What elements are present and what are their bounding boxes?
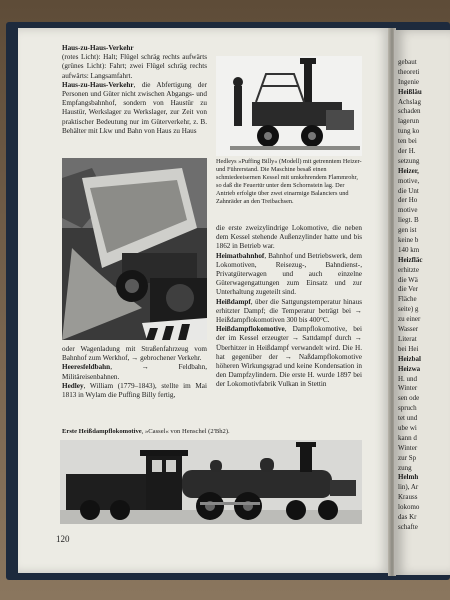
entry-body: , Bahnhof und Betriebswerk, dem Lokomotiven, Reisezug-, Bahndienst-, Privatgüterwagen und auch einzelne Güterwagengattungen zum Einsatz und zur Unterhaltung zugeteilt sind. [216, 251, 362, 297]
right-page-line: lagerun [398, 117, 419, 126]
right-page-line: Literat [398, 334, 417, 343]
right-page-line: gebaut [398, 58, 417, 66]
right-page-line: Achslag [398, 97, 421, 106]
cassel-caption-text: , »Cassel« von Henschel (2'Bh2). [141, 428, 230, 435]
right-page-line: motive [398, 206, 418, 215]
right-page-line: der H. [398, 147, 416, 156]
right-page-line: 140 km [398, 245, 420, 254]
right-page-line: das Kr [398, 512, 417, 521]
entry-headword: Haus-zu-Haus-Verkehr [62, 80, 134, 89]
right-page-line: sen ode [398, 394, 420, 403]
right-page-line: die Wä [398, 275, 418, 284]
cassel-caption-head: Erste Heißdampflokomotive [62, 428, 142, 435]
right-page-line: kann d [398, 433, 417, 442]
right-page-line: ten bei [398, 137, 417, 146]
right-paragraph [216, 325, 362, 389]
puffing-billy-caption: Hedleys »Puffing Billy« (Modell) mit getrenntem Heizer- und Führerstand. Die Maschine besaß einen schmiedeeisernen Kessel mit umkehrendem Flammrohr, so daß die Feuertür unter dem Schornstein lag. Der Antrieb erfolgte über zwei einarmige Balanciers und Zahnräder an den Treibachsen. [216, 158, 362, 205]
right-page-line: bei Hei [398, 344, 419, 353]
right-page-line: Winter [398, 443, 418, 452]
entry-headword: Heißdampflokomotive [216, 325, 285, 334]
entry-headword: Hedley [62, 381, 84, 390]
right-page-line: theoreti [398, 67, 420, 76]
entry-body: , über die Sattgungstemperatur hinaus erhitzter Dampf; die Temperatur beträgt bei → Heißdampflokomotiven 300 bis 400°C. [216, 297, 362, 325]
tipper-truck-photo [62, 158, 207, 340]
right-page-line: Heißläu [398, 87, 422, 96]
right-page-line: die Unt [398, 186, 419, 195]
left-bottom-paragraph [62, 382, 207, 400]
right-page-line: tung ko [398, 127, 420, 136]
right-page-line: Heizfläc [398, 255, 423, 264]
right-page-text [398, 58, 450, 533]
entry-body: , William (1779–1843), stellte im Mai 1813 in Wylam die Puffing Billy fertig, [62, 381, 207, 400]
photo-container-tipper-truck [62, 158, 207, 340]
left-column-bottom-text [62, 345, 207, 400]
cassel-caption [62, 428, 362, 436]
right-page-line: keine b [398, 236, 419, 245]
right-paragraph: die erste zweizylindrige Lokomotive, die neben dem Kessel stehende Außenzylinder hatte und bis 1862 in Betrieb war. [216, 224, 362, 251]
right-page-line: zu einer [398, 315, 421, 324]
right-page-line: tet und [398, 414, 418, 423]
entry-body: , → Feldbahn, Militäreisenbahnen. [62, 363, 207, 381]
left-column-top-text [62, 44, 207, 136]
right-paragraph [216, 252, 362, 298]
right-page-line: gen ist [398, 226, 417, 235]
right-page-line: zung [398, 463, 412, 472]
right-page-line: schafte [398, 522, 418, 531]
right-page-line: spruch [398, 404, 417, 413]
right-page-line: lin), Ar [398, 483, 419, 492]
right-page-line: zur Sp [398, 453, 417, 462]
entry-headword: Heißdampf [216, 297, 251, 306]
right-page-line: Heizer, [398, 166, 419, 175]
right-page-line: Wasser [398, 325, 419, 334]
right-page-line: Winter [398, 384, 418, 393]
right-page-line: Ingenie [398, 77, 419, 86]
right-page-line: die Ver [398, 285, 418, 294]
entry-body: , Dampflokomotive, bei der im Kessel erzeugter → Sattdampf durch → Überhitzer in Heißdampf verwandelt wird. Die H. hat gegenüber der → Naßdampflokomotive höheren Wirkungsgrad und keine Kondensation in den Dampfzylindern. Die erste H. wurde 1897 bei der Lokomotivfabrik Vulkan in Stettin [216, 325, 362, 389]
right-page-line: seite) g [398, 305, 419, 314]
right-page-line: setzung [398, 156, 420, 165]
right-page-line: erhitzte [398, 265, 419, 274]
right-page-line: Krauss [398, 493, 418, 502]
right-page-line: Heizbal [398, 354, 421, 363]
page-number: 120 [56, 534, 70, 544]
entry-headword: Heimatbahnhof [216, 251, 265, 260]
left-top-paragraph: (rotes Licht): Halt; Flügel schräg rechts aufwärts (grünes Licht): Fahrt; zwei Flügel schräg rechts aufwärts: Langsamfahrt. [62, 53, 207, 80]
left-bottom-paragraph [62, 363, 207, 381]
right-page-line: liegt. B [398, 216, 419, 225]
right-column-text [216, 224, 362, 390]
right-page-line: Helmh [398, 473, 419, 482]
puffing-billy-photo [216, 56, 362, 156]
right-paragraph [216, 298, 362, 326]
entry-headword: Heeresfeldbahn [62, 363, 111, 372]
right-page-line: ube wi [398, 423, 417, 432]
right-page-line: Fläche [398, 295, 417, 304]
right-page-line: motive, [398, 176, 420, 185]
left-top-paragraph [62, 81, 207, 136]
right-page-line: H. und [398, 374, 418, 383]
cassel-locomotive-photo [60, 440, 362, 524]
right-page-line: der Ho [398, 196, 418, 205]
entry-body: , die Abfertigung der Personen und Güter nicht zwischen Abgangs- und Empfangsbahnhof, sondern von Haustür zu Haustür, Werkslager zu Werkslager, zur Zeit von praktischer Bedeutung nur im Güterverkehr, z. B. Behälter mit Lkw und Bahn von Haus zu Haus [62, 80, 207, 135]
right-page-line: schaden [398, 107, 421, 116]
photo-container-cassel-locomotive [60, 440, 362, 524]
right-page-line: lokomo [398, 503, 420, 512]
left-bottom-paragraph: oder Wagenladung mit Straßenfahrzeug vom Bahnhof zum Werkhof, → gebrochener Verkehr. [62, 345, 207, 363]
photo-container-puffing-billy [216, 56, 362, 156]
right-page-line: Heizwa [398, 364, 421, 373]
left-top-paragraph: Haus-zu-Haus-Verkehr [62, 44, 134, 52]
